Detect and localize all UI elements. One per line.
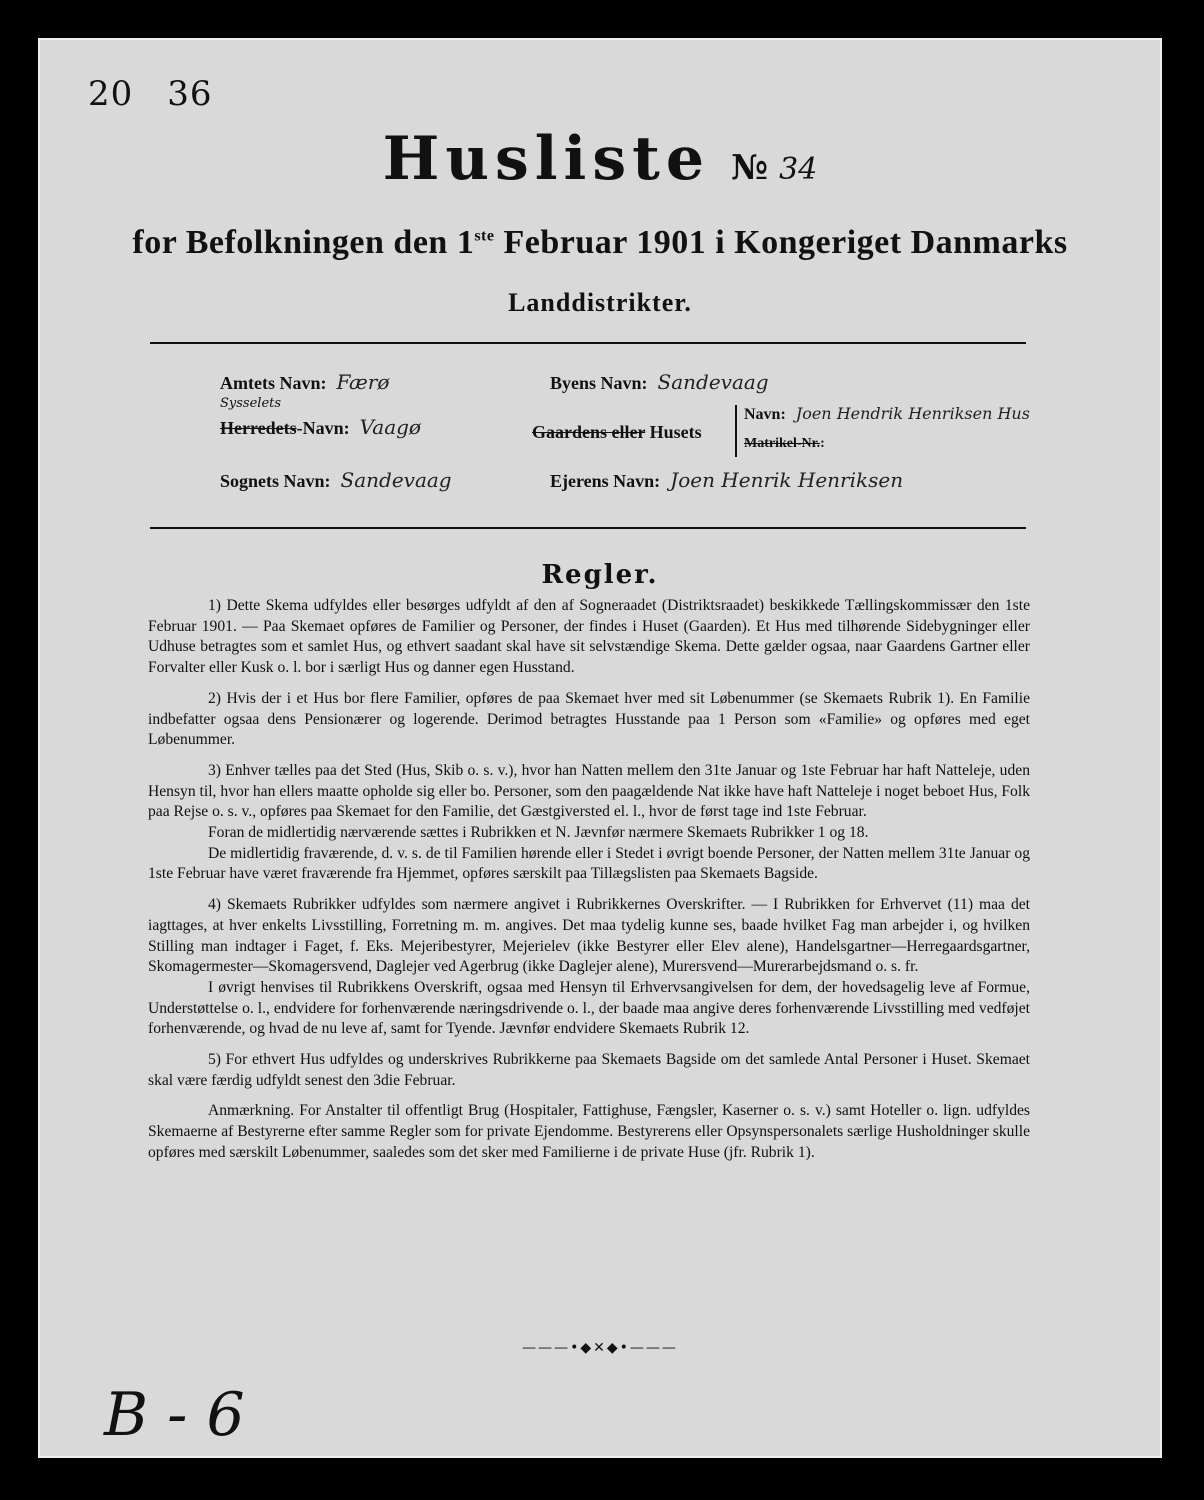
amt-field [220, 370, 389, 394]
amt-value: Færø [336, 370, 390, 394]
reference-number-2: 36 [167, 74, 213, 114]
rule-paragraph: 5) For ethvert Hus udfyldes og underskrives Rubrikkerne paa Skemaets Bagside om det samlede Antal Personer i Huset. Skemaet skal være færdig udfyldt senest den 3die Februar. [148, 1051, 1030, 1089]
huset-navn-label: Navn: [744, 406, 786, 423]
rule-paragraph: 1) Dette Skema udfyldes eller besørges udfyldt af den af Sogneraadet (Distriktsraadet) beskikkede Tællingskommissær den 1ste Februar 1901. — Paa Skemaet opføres de Familier og Personer, der findes i Huset (Gaarden). Et Hus med tilhørende Sidebygninger eller Udhuse betragtes som et samlet Hus, og ethvert saadant skal have sit selvstændige Skema. Dette gælder ogsaa, naar Gaardens Gartner eller Forvalter eller Kusk o. l. bor i særligt Hus og danner egen Husstand. [148, 597, 1030, 677]
form-number-value: 34 [779, 152, 818, 187]
herred-correction: Sysselets [220, 396, 282, 411]
middle-divider [150, 527, 1026, 529]
rule-paragraph: 2) Hvis der i et Hus bor flere Familier, opføres de paa Skemaet hver med sit Løbenummer (se Skemaets Rubrik 1). En Familie indbefatter ogsaa dens Pensionærer og logerende. Derimod betragtes Husstande paa 1 Person som «Familie» og opføres med eget Løbenummer. [148, 689, 1030, 749]
sogn-field [220, 468, 452, 492]
herred-struck-label: Herredets [220, 418, 297, 438]
ejer-label: Ejerens Navn: [550, 471, 661, 491]
handwritten-archive-note: B - 6 [104, 1380, 245, 1450]
form-number-label: № [731, 148, 769, 188]
top-divider [150, 342, 1026, 344]
rule-paragraph: 4) Skemaets Rubrikker udfyldes som nærmere angivet i Rubrikkernes Overskrifter. — I Rubrikken for Erhvervet (11) maa det iagttages, at hver enkelts Livsstilling, Forretning m. m. angives. Det maa tydelig kunne ses, baade hvilket Fag man arbejder i, og hvilken Stilling man indtager i Faget, f. Eks. Mejeribestyrer, Mejerielev (ikke Bestyrer eller Elev alene), Handelsgartner—Herregaardsgartner, Skomagermester—Skomagersvend, Daglejer ved Agerbrug (ikke Daglejer alene), Murersvend—Murerarbejdsmand o. s. fr. [148, 896, 1030, 976]
rules-heading: Regler. [541, 560, 659, 590]
by-value: Sandevaag [657, 370, 769, 394]
rule-paragraph: Foran de midlertidig nærværende sættes i Rubrikken et N. Jævnfør nærmere Skemaets Rubrikker 1 og 18. [208, 824, 869, 842]
title-row [40, 124, 1160, 194]
form-subtitle [40, 224, 1160, 262]
sogn-value: Sandevaag [340, 468, 452, 492]
ornament-divider: ———•◆✕◆•——— [522, 1340, 678, 1356]
matrikel-field [744, 436, 825, 452]
huset-bracket [735, 405, 740, 457]
form-title: Husliste [382, 124, 710, 194]
rule-paragraph: I øvrigt henvises til Rubrikkens Overskrift, ogsaa med Hensyn til Erhvervsangivelsen for dem, der hovedsagelig leve af Formue, Understøttelse o. l., endvidere for forhenværende næringsdrivende o. l., der baade maa angive deres forhenværende Livsstilling med vedføjet forhenværende, og hvad de nu leve af, samt for Tyende. Jævnfør endvidere Skemaets Rubrik 12. [148, 978, 1030, 1038]
ejer-value: Joen Henrik Henriksen [670, 468, 904, 492]
huset-navn-field [744, 404, 1030, 424]
subtitle-sup: ste [474, 227, 495, 245]
huset-navn-value: Joen Hendrik Henriksen Hus [795, 404, 1030, 423]
amt-label: Amtets Navn: [220, 373, 327, 393]
matrikel-struck-label: Matrikel-Nr. [744, 436, 821, 451]
matrikel-colon: : [820, 436, 825, 451]
district-heading: Landdistrikter. [508, 288, 692, 317]
ejer-field [550, 468, 903, 492]
rules-text [148, 596, 1030, 1174]
herred-label: Navn: [302, 418, 350, 438]
huset-label: Husets [649, 422, 702, 442]
huset-field [532, 422, 702, 443]
rule-paragraph: 3) Enhver tælles paa det Sted (Hus, Skib o. s. v.), hvor han Natten mellem den 31te Januar og 1ste Februar har haft Natteleje, uden Hensyn til, hvor han ellers maatte opholde sig eller bo. Personer, som den paagældende Nat ikke have haft Natteleje i noget beboet Hus, Folk paa Rejse o. s. v., opføres paa Skemaet for den Familie, det Gæstgiversted el. l., hvor de først tage ind 1ste Februar. [148, 761, 1030, 821]
by-field [550, 370, 769, 394]
rule-note: Anmærkning. For Anstalter til offentligt Brug (Hospitaler, Fattighuse, Fængsler, Kaserner o. s. v.) samt Hoteller o. lign. udfyldes Skemaerne af Bestyrerne efter samme Regler som for private Ejendomme. Bestyrerens eller Opsynspersonalets særlige Husholdninger skulle opføres med særskilt Løbenummer, saaledes som det sker med Familierne i de private Huse (jfr. Rubrik 1). [148, 1102, 1030, 1161]
subtitle-pre: for Befolkningen den 1 [132, 224, 475, 261]
page-reference-numbers [88, 74, 247, 114]
herred-value: Vaagø [359, 415, 421, 439]
herred-field: Herredets-Navn: Vaagø [220, 415, 421, 439]
sogn-label: Sognets Navn: [220, 471, 331, 491]
rule-paragraph: De midlertidig fraværende, d. v. s. de til Familien hørende eller i Stedet i øvrigt boende Personer, der Natten mellem 31te Januar og 1ste Februar have været fraværende fra Hjemmet, opføres særskilt paa Tillægslisten paa Skemaets Bagside. [148, 844, 1030, 883]
by-label: Byens Navn: [550, 373, 648, 393]
subtitle-post: Februar 1901 i Kongeriget Danmarks [494, 224, 1068, 261]
census-form-page [38, 38, 1162, 1458]
gaard-struck-label: Gaardens eller [532, 422, 646, 442]
reference-number-1: 20 [88, 74, 134, 114]
